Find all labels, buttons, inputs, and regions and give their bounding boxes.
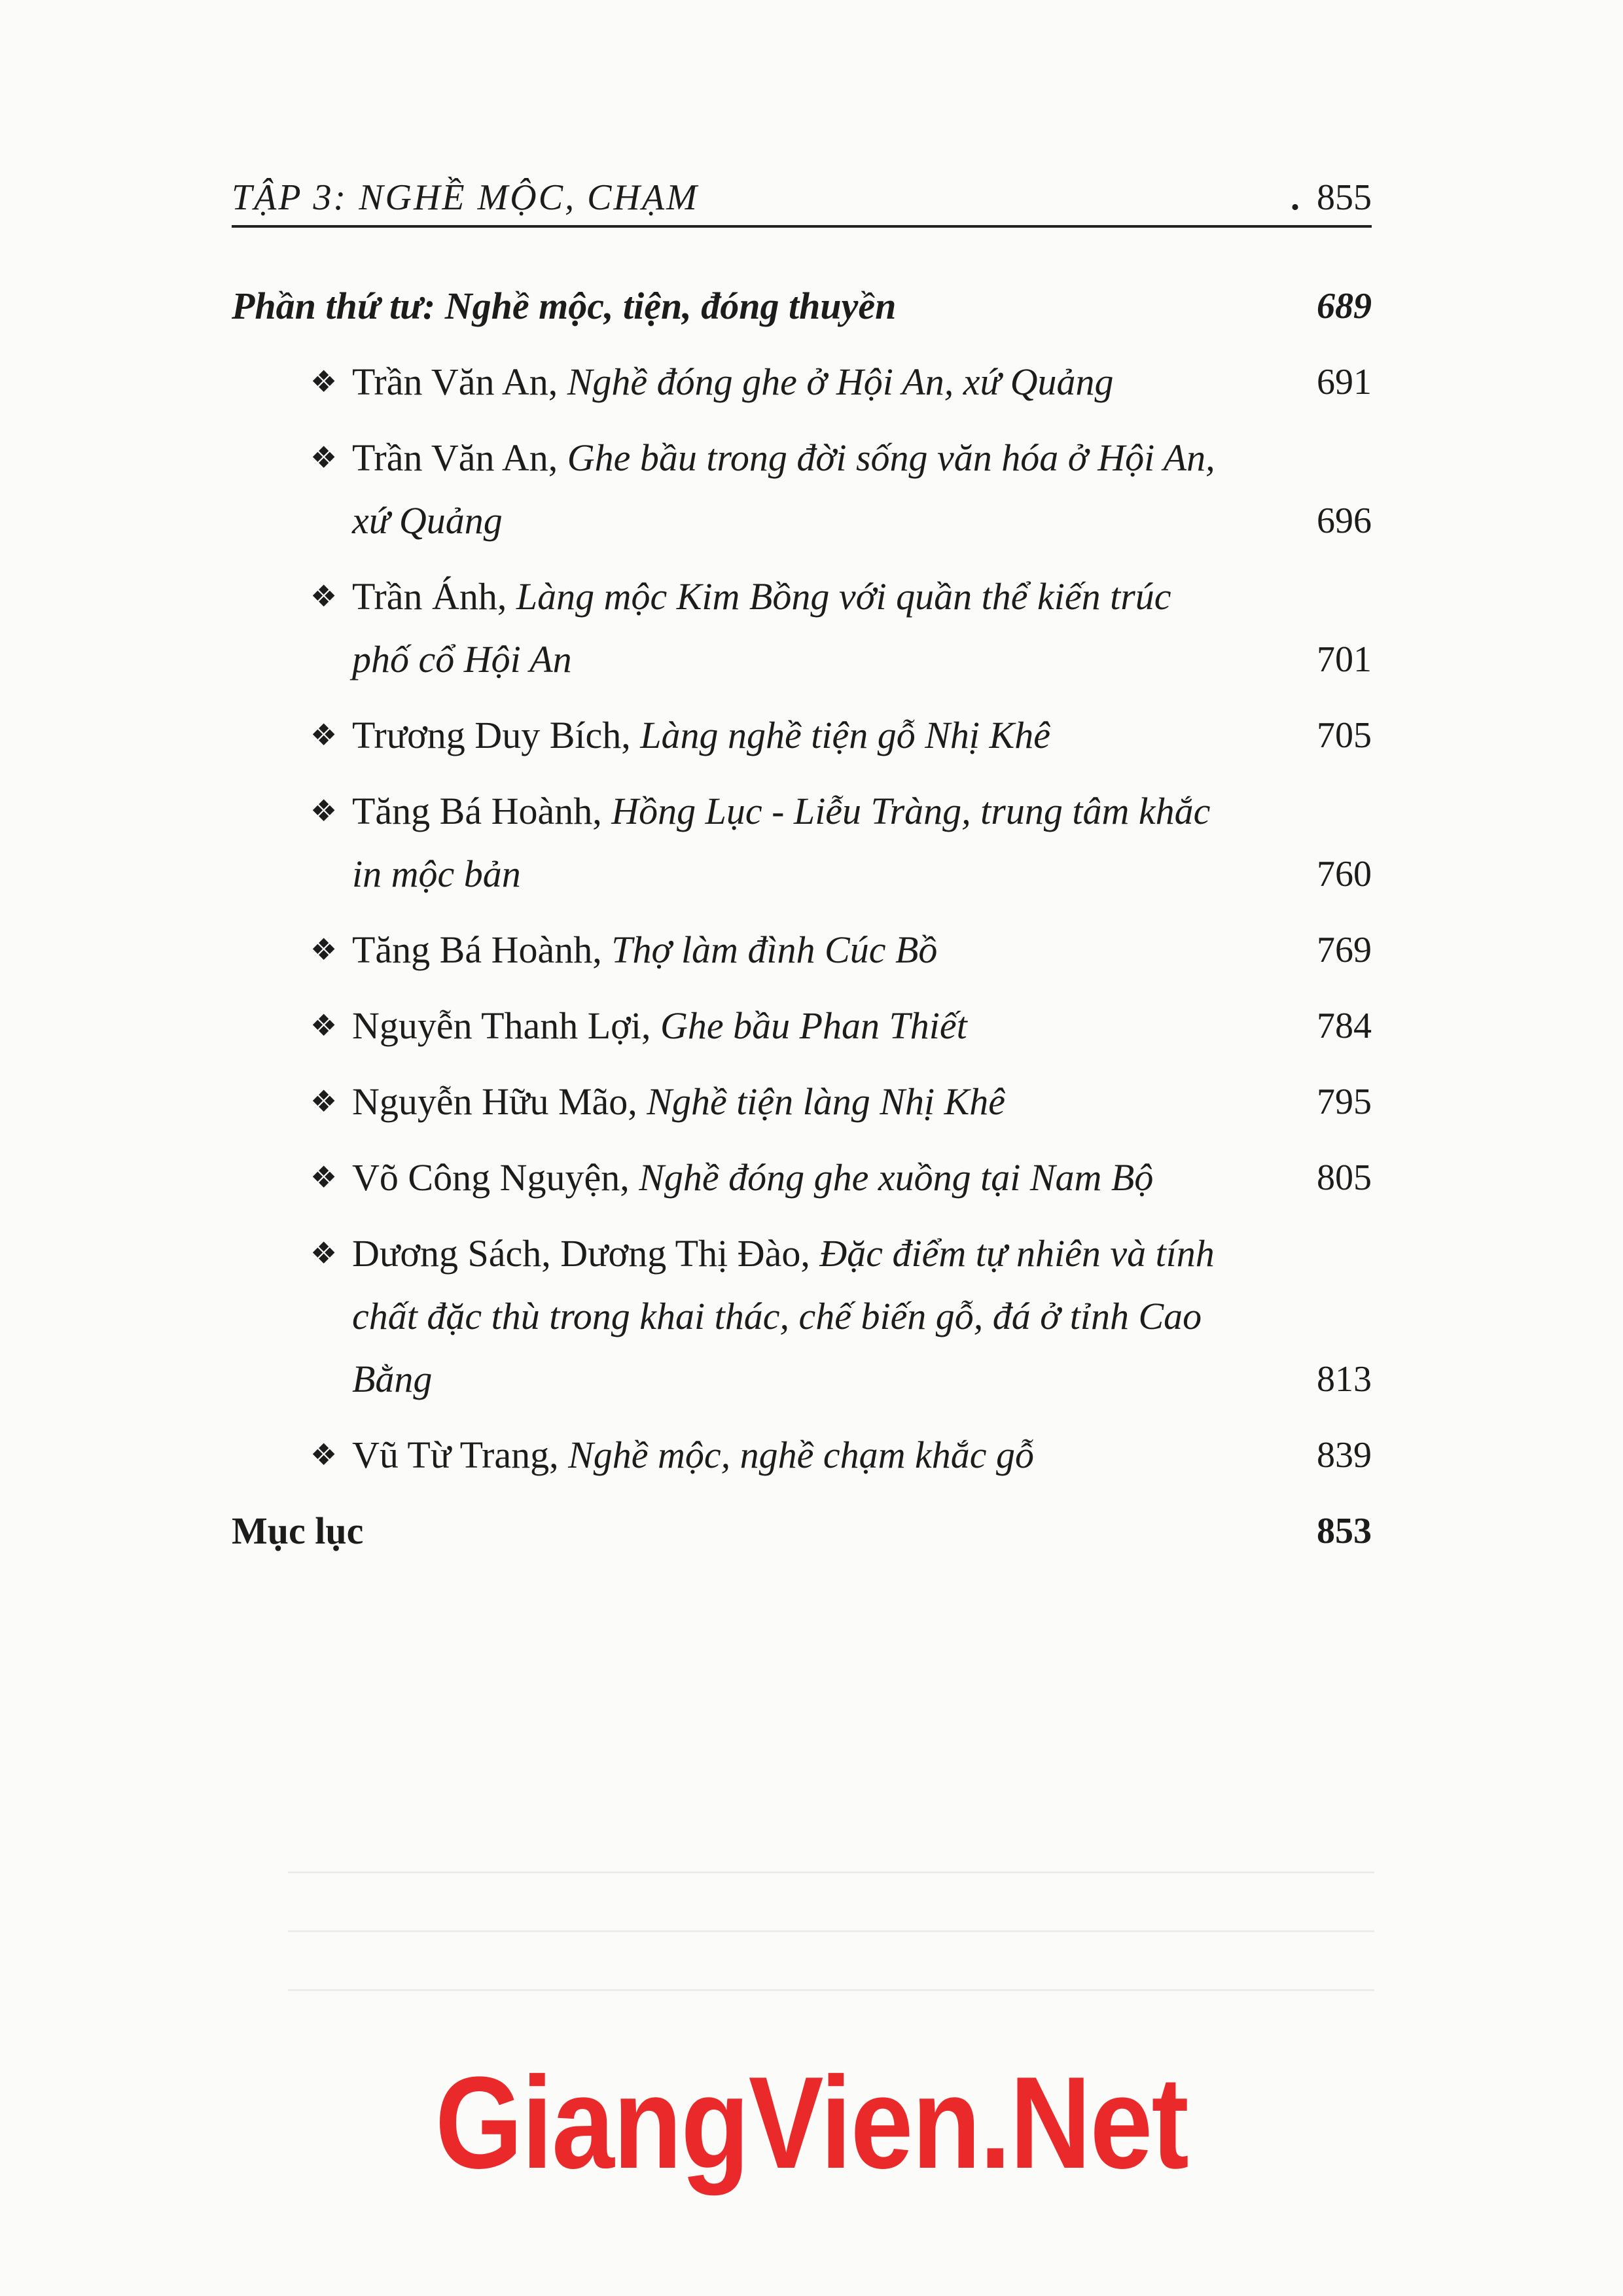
diamond-bullet-icon: ❖	[310, 1085, 338, 1118]
entry-page: 784	[1317, 1006, 1372, 1046]
entry-title: Ghe bầu trong đời sống văn hóa ở Hội An, xứ Quảng	[352, 436, 1215, 542]
entry-author: Nguyễn Thanh Lợi,	[352, 1004, 651, 1047]
entry-title: Đặc điểm tự nhiên và tính chất đặc thù trong khai thác, chế biến gỗ, đá ở tỉnh Cao Bằng	[352, 1232, 1215, 1400]
entry-title: Làng nghề tiện gỗ Nhị Khê	[640, 714, 1050, 756]
bleed-through-line	[288, 1930, 1374, 1932]
entry-title: Nghề mộc, nghề chạm khắc gỗ	[568, 1434, 1035, 1476]
entry-title: Ghe bầu Phan Thiết	[660, 1004, 967, 1047]
part-label: Phần thứ tư: Nghề mộc, tiện, đóng thuyền	[232, 285, 897, 327]
entry-title: Thợ làm đình Cúc Bồ	[611, 928, 938, 971]
diamond-bullet-icon: ❖	[310, 365, 338, 398]
toc-entry	[232, 704, 1372, 767]
toc-entry	[232, 427, 1372, 552]
diamond-bullet-icon: ❖	[310, 718, 338, 752]
diamond-bullet-icon: ❖	[310, 794, 338, 828]
diamond-bullet-icon: ❖	[310, 1161, 338, 1194]
diamond-bullet-icon: ❖	[310, 580, 338, 613]
final-page: 853	[1317, 1511, 1372, 1551]
entry-author: Trần Văn An,	[352, 361, 558, 403]
entry-author: Trương Duy Bích,	[352, 714, 631, 756]
toc-entry	[232, 1222, 1372, 1411]
header-page-number: . 855	[1291, 177, 1372, 218]
diamond-bullet-icon: ❖	[310, 441, 338, 474]
bleed-through-line	[288, 1989, 1374, 1991]
part-page: 689	[1317, 286, 1372, 327]
entry-author: Nguyễn Hữu Mão,	[352, 1080, 637, 1123]
entry-author: Trần Văn An,	[352, 436, 558, 479]
entry-title: Làng mộc Kim Bồng với quần thể kiến trúc phố cổ Hội An	[352, 575, 1171, 680]
toc-entry	[232, 919, 1372, 981]
entry-author: Dương Sách, Dương Thị Đào,	[352, 1232, 810, 1275]
entry-page: 691	[1317, 362, 1372, 402]
entry-page: 805	[1317, 1157, 1372, 1198]
toc-entry	[232, 1424, 1372, 1487]
entry-author: Vũ Từ Trang,	[352, 1434, 559, 1476]
running-header	[232, 162, 1372, 228]
entry-title: Hồng Lục - Liễu Tràng, trung tâm khắc in mộc bản	[352, 790, 1211, 895]
entry-title: Nghề đóng ghe xuồng tại Nam Bộ	[639, 1156, 1154, 1199]
toc-part-heading	[232, 275, 1372, 338]
final-label: Mục lục	[232, 1510, 364, 1552]
entry-page: 696	[1317, 501, 1372, 541]
entry-page: 769	[1317, 930, 1372, 970]
diamond-bullet-icon: ❖	[310, 1438, 338, 1472]
bleed-through-line	[288, 1871, 1374, 1873]
toc-entry	[232, 780, 1372, 906]
diamond-bullet-icon: ❖	[310, 1009, 338, 1042]
toc-entry	[232, 351, 1372, 414]
entry-page: 795	[1317, 1082, 1372, 1122]
entry-page: 839	[1317, 1435, 1372, 1475]
toc-entry	[232, 1070, 1372, 1133]
entry-author: Tăng Bá Hoành,	[352, 928, 602, 971]
entry-page: 705	[1317, 715, 1372, 756]
entry-page: 760	[1317, 854, 1372, 894]
toc-entry	[232, 565, 1372, 691]
entry-author: Trần Ánh,	[352, 575, 507, 618]
toc-entry	[232, 1146, 1372, 1209]
header-title: TẬP 3: NGHỀ MỘC, CHẠM	[232, 177, 699, 218]
watermark-logo: GiangVien.Net	[435, 2050, 1188, 2196]
entry-page: 701	[1317, 639, 1372, 680]
entry-page: 813	[1317, 1359, 1372, 1400]
table-of-contents	[232, 275, 1372, 1563]
entry-author: Võ Công Nguyện,	[352, 1156, 630, 1199]
diamond-bullet-icon: ❖	[310, 933, 338, 966]
toc-entry	[232, 995, 1372, 1057]
entry-title: Nghề đóng ghe ở Hội An, xứ Quảng	[567, 361, 1114, 403]
toc-final-entry	[232, 1500, 1372, 1563]
diamond-bullet-icon: ❖	[310, 1237, 338, 1270]
entry-title: Nghề tiện làng Nhị Khê	[647, 1080, 1006, 1123]
entry-author: Tăng Bá Hoành,	[352, 790, 602, 832]
